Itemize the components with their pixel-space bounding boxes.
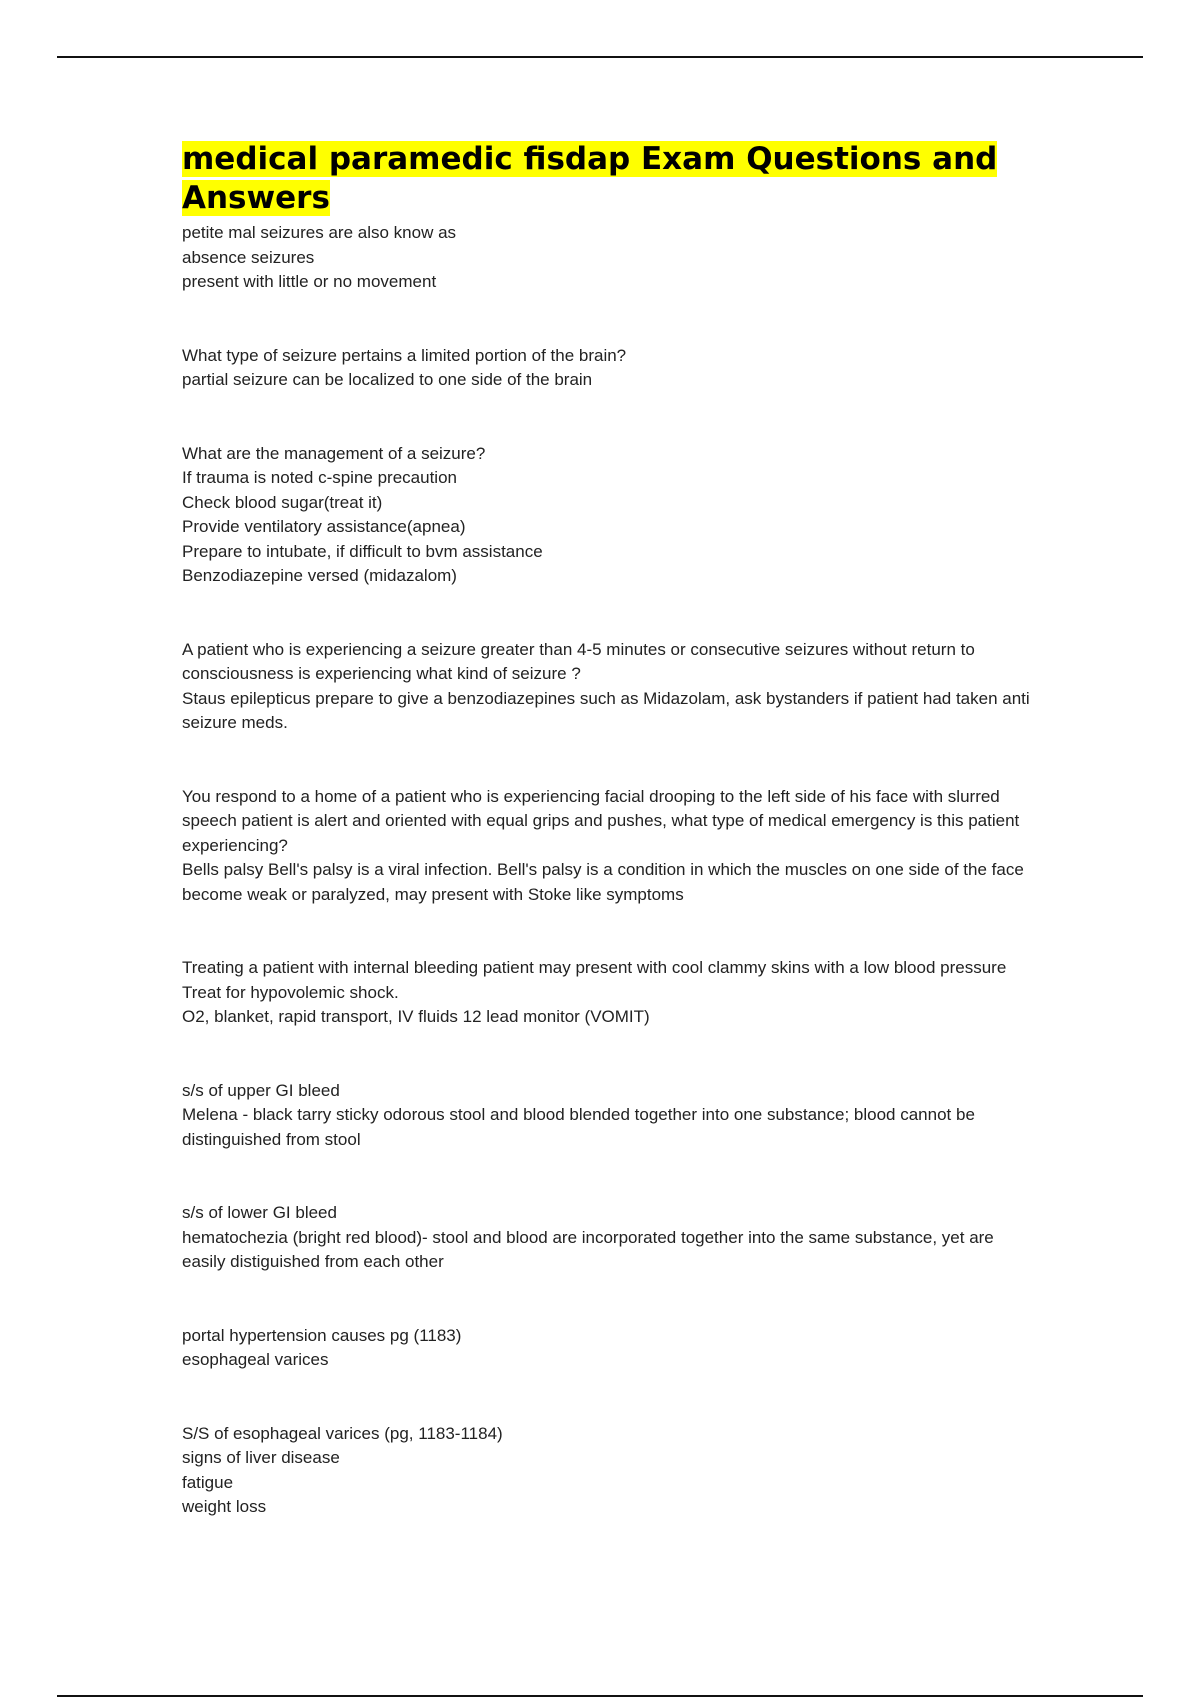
qa-line: Treating a patient with internal bleeding patient may present with cool clammy skins with a low blood pressure [182,958,1007,977]
qa-line: s/s of upper GI bleed [182,1080,340,1100]
qa-entry [182,442,1032,589]
qa-line: s/s of lower GI bleed [182,1203,337,1222]
top-rule [57,56,1143,58]
qa-line: portal hypertension causes pg (1183) [182,1325,462,1345]
qa-line: hematochezia (bright red blood)- stool and blood are incorporated together into the same substance, yet are easily distiguished from each other [182,1227,994,1271]
qa-line: weight loss [182,1497,267,1516]
qa-entry [182,785,1032,908]
document-title [182,140,1032,218]
qa-line: Prepare to intubate, if difficult to bvm assistance [182,541,543,561]
qa-line: Treat for hypovolemic shock. [182,982,399,1002]
qa-line: Benzodiazepine versed (midazalom) [182,566,457,585]
document-title-text: medical paramedic fisdap Exam Questions and Answers [182,141,998,216]
qa-line: Check blood sugar(treat it) [182,492,383,512]
qa-line: What type of seizure pertains a limited portion of the brain? [182,345,627,365]
qa-line: Staus epilepticus prepare to give a benzodiazepines such as Midazolam, ask bystanders if patient had taken anti seizure meds. [182,688,1030,732]
qa-line: petite mal seizures are also know as [182,223,457,242]
qa-line: You respond to a home of a patient who is experiencing facial drooping to the left side of his face with slurred speech patient is alert and oriented with equal grips and pushes, what type of medical emergency is this patient experiencing? [182,786,1020,855]
qa-entry [182,638,1032,736]
bottom-rule [57,1695,1143,1697]
qa-line: partial seizure can be localized to one side of the brain [182,370,593,389]
document-body [182,140,1032,1520]
qa-entry [182,1422,1032,1520]
qa-entry [182,344,1032,393]
qa-entry [182,221,1032,295]
qa-line: S/S of esophageal varices (pg, 1183-1184) [182,1423,503,1443]
qa-line: Provide ventilatory assistance(apnea) [182,517,466,536]
qa-line: O2, blanket, rapid transport, IV fluids 12 lead monitor (VOMIT) [182,1007,650,1026]
qa-line: signs of liver disease [182,1448,340,1467]
qa-entry [182,956,1032,1030]
qa-entry [182,1201,1032,1275]
qa-entry [182,1079,1032,1153]
qa-line: Melena - black tarry sticky odorous stool and blood blended together into one substance; blood cannot be distinguished from stool [182,1105,975,1149]
qa-line: If trauma is noted c-spine precaution [182,468,457,487]
qa-line: Bells palsy Bell's palsy is a viral infection. Bell's palsy is a condition in which the muscles on one side of the face become weak or paralyzed, may present with Stoke like symptoms [182,860,1024,904]
qa-entry [182,1324,1032,1373]
qa-line: present with little or no movement [182,272,437,291]
qa-line: A patient who is experiencing a seizure greater than 4-5 minutes or consecutive seizures without return to consciousness is experiencing what kind of seizure ? [182,639,975,683]
qa-line: What are the management of a seizure? [182,443,486,463]
qa-line: esophageal varices [182,1350,329,1369]
qa-line: fatigue [182,1472,234,1492]
qa-line: absence seizures [182,247,315,267]
